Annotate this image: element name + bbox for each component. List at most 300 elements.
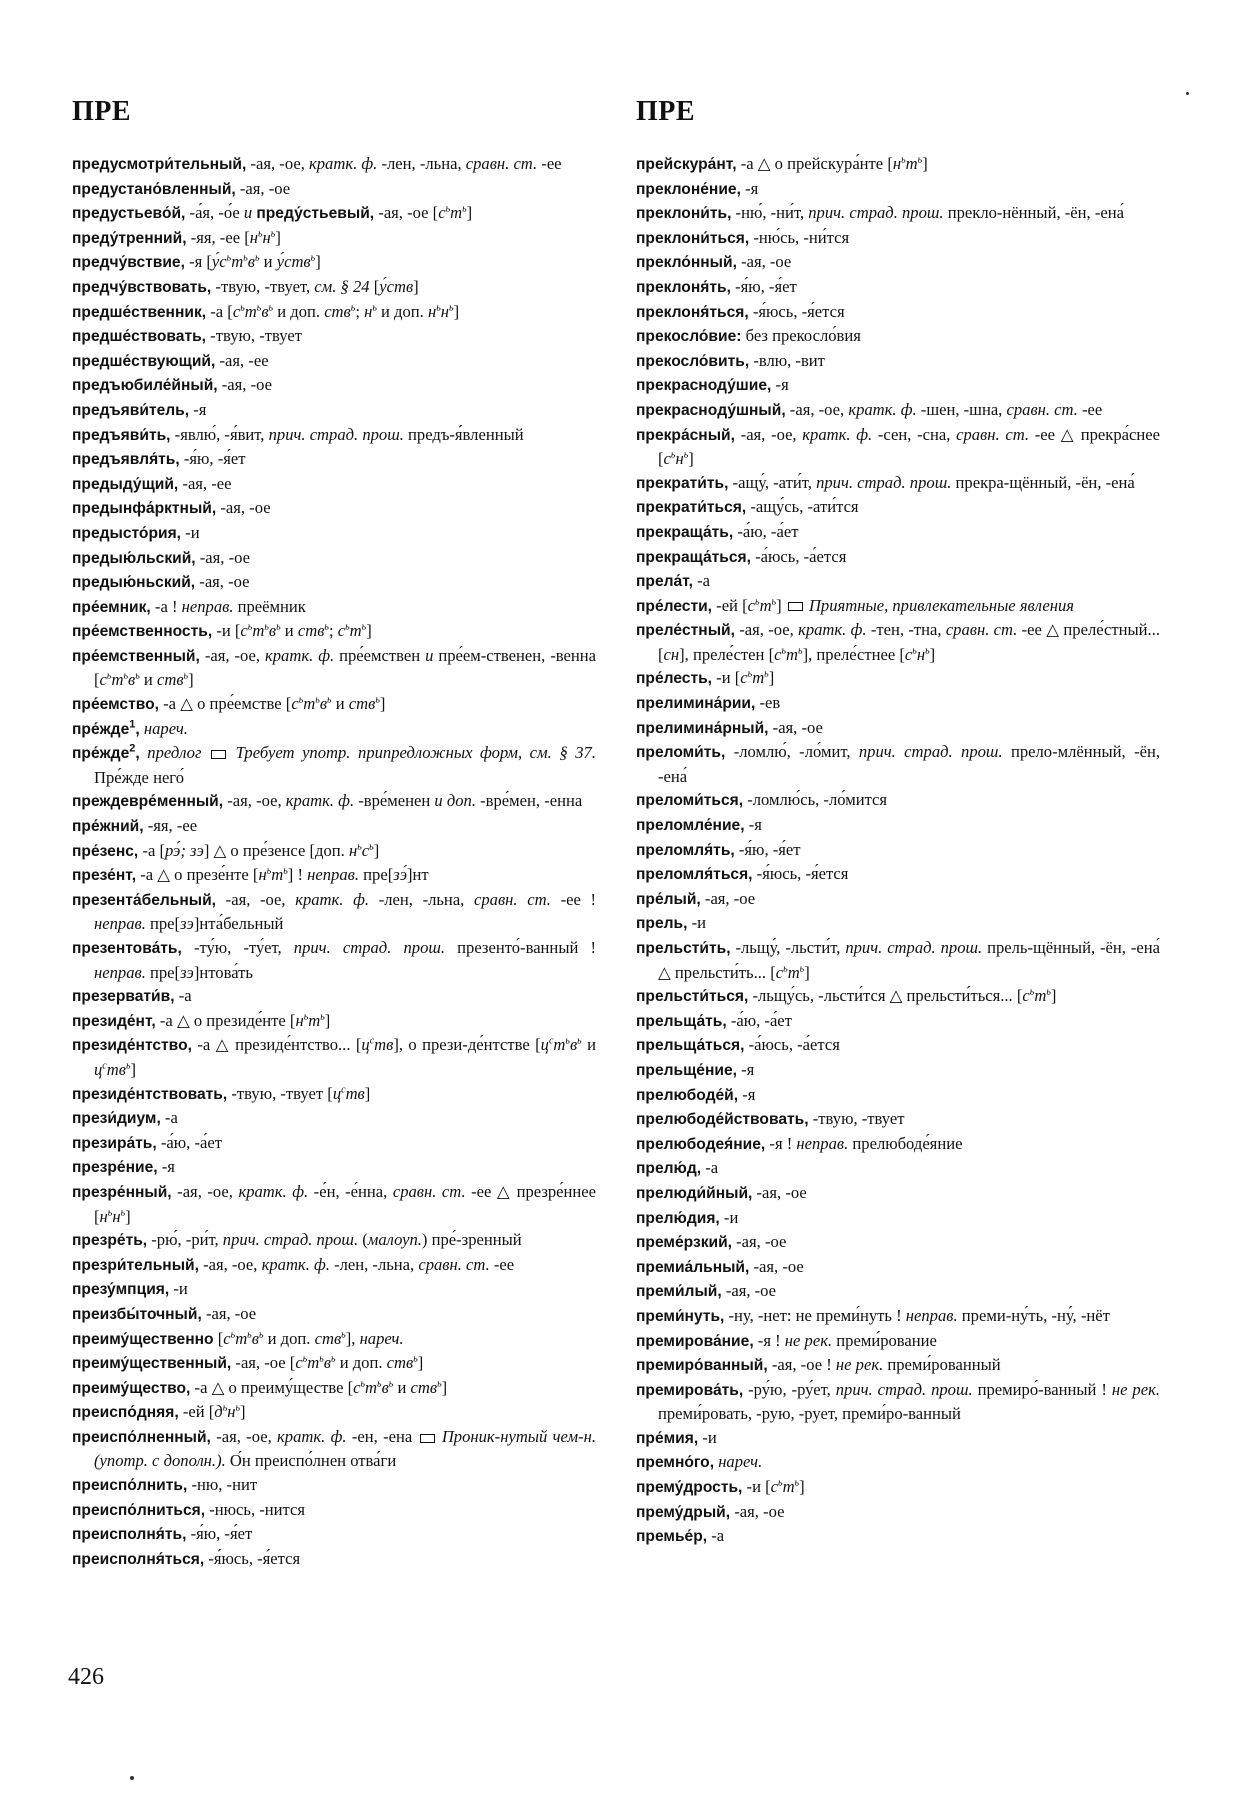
entry-text: -твую, -твует	[206, 326, 302, 346]
dictionary-entry	[72, 521, 596, 546]
entry-text: -ен, -ена	[346, 1426, 418, 1446]
headword: пре́емственный,	[72, 647, 200, 665]
headword: прекосло́вить,	[636, 352, 750, 370]
grammar-note: кратк. ф.	[261, 1254, 330, 1274]
grammar-note: с	[361, 840, 370, 860]
grammar-note: н	[364, 301, 373, 321]
grammar-note: т	[905, 154, 918, 173]
entry-text: -явлю́, -я́вит,	[170, 424, 269, 444]
grammar-note: т	[231, 252, 244, 272]
grammar-note: н	[675, 449, 684, 469]
dictionary-entry	[636, 177, 1160, 202]
entry-text: -ая, -ее	[215, 350, 269, 370]
headword: президе́нтство,	[72, 1037, 192, 1055]
entry-text: -а △ о прейскура́нте [	[736, 154, 893, 173]
dictionary-entry	[636, 1304, 1160, 1329]
grammar-note: в	[261, 301, 269, 321]
headword: преисполня́ться,	[72, 1550, 205, 1568]
headword: преиспо́лниться,	[72, 1501, 206, 1519]
headword: предчу́вствовать,	[72, 278, 212, 296]
headword: презе́нт,	[72, 867, 137, 885]
grammar-note: малоуп.	[367, 1230, 422, 1250]
phonetic-superscript: ь	[755, 596, 760, 608]
headword: ,	[135, 720, 140, 738]
grammar-note: с	[775, 962, 784, 982]
phonetic-superscript: ь	[327, 694, 332, 706]
entry-text: -ая, -ое,	[246, 154, 309, 173]
dictionary-entry	[72, 275, 596, 300]
phonetic-superscript: ь	[302, 1353, 308, 1365]
entry-text: -ая, -ое	[730, 1501, 785, 1521]
headword: прекра́сный,	[636, 426, 735, 444]
grammar-note: с	[240, 621, 248, 641]
grammar-note: в	[251, 1328, 259, 1348]
headword: преду́тренний,	[72, 229, 187, 247]
phonetic-superscript: ь	[135, 670, 140, 682]
grammar-note: прич. страд. прош.	[808, 203, 944, 223]
phonetic-superscript: ь	[123, 670, 129, 682]
grammar-note: прич. страд. прош.	[845, 938, 983, 957]
dictionary-entry	[72, 1228, 596, 1253]
entry-text: презенто́-ванный !	[445, 938, 597, 957]
dictionary-entry	[72, 888, 596, 936]
entry-text: -ая, -ое	[768, 717, 823, 737]
entry-text: -ая, -ое,	[734, 424, 803, 444]
grammar-note: с	[774, 644, 782, 664]
headword: прелюди́йный,	[636, 1184, 753, 1202]
phonetic-superscript: ь	[912, 645, 917, 657]
phonetic-superscript: ь	[683, 449, 689, 461]
entry-text: ]	[417, 1353, 424, 1373]
grammar-note: сравн. ст.	[945, 620, 1018, 640]
grammar-note: н	[892, 154, 902, 173]
dictionary-entry	[72, 1082, 596, 1107]
entry-text: прекра-щённый, -ён, -ена́	[951, 472, 1135, 492]
grammar-note: в	[381, 1377, 389, 1397]
headword: президе́нтствовать,	[72, 1085, 228, 1103]
phonetic-superscript: ь	[270, 228, 276, 240]
dictionary-entry	[72, 595, 596, 620]
grammar-note: тв	[345, 1083, 365, 1103]
entry-text: -ая, -ое	[752, 1182, 807, 1202]
homonym-number: 1	[129, 718, 136, 731]
dictionary-entry	[72, 423, 596, 448]
entry-text: -ая, -ое	[216, 498, 271, 518]
phonetic-superscript: ь	[125, 1060, 131, 1072]
dictionary-entry	[636, 1230, 1160, 1255]
headword: предынфа́рктный,	[72, 500, 217, 518]
grammar-note: Приятные, привлекательные явления	[808, 595, 1074, 615]
entry-text: -ев	[755, 693, 781, 713]
dictionary-entry	[636, 569, 1160, 594]
headword: прелюбодея́ние,	[636, 1135, 766, 1153]
headword: презре́ть,	[72, 1232, 148, 1250]
entry-text: -а	[707, 1526, 725, 1546]
entry-text: прекло-нённый, -ён, -ена́	[943, 203, 1124, 223]
grammar-note: прич. страд. прош.	[835, 1379, 973, 1399]
entry-text: ], преле́стнее [	[802, 644, 905, 664]
entry-text: -ая, -ое	[195, 547, 250, 567]
phonetic-superscript: ь	[256, 302, 262, 314]
phonetic-superscript: ь	[350, 302, 356, 314]
grammar-note: см. § 24	[314, 276, 370, 296]
phonetic-superscript: ь	[577, 1035, 582, 1047]
entry-text: ]	[688, 449, 694, 469]
phonetic-superscript: ь	[361, 621, 367, 633]
headword: прекраща́ться,	[636, 548, 751, 566]
headword: прекраснoду́шный,	[636, 401, 786, 419]
headword: преломи́ть,	[636, 744, 726, 762]
entry-text: ] △ о пре́зенсе [доп.	[203, 840, 349, 860]
grammar-note: кратк. ф.	[277, 1426, 347, 1446]
definition-box-icon	[211, 750, 226, 759]
headword: предше́ственник,	[72, 303, 207, 321]
grammar-note: с	[232, 301, 241, 321]
headword: прекрасноду́шие,	[636, 377, 772, 395]
headword: премирова́ть,	[636, 1381, 744, 1399]
dictionary-entry	[72, 250, 596, 275]
entry-text: -ей [	[178, 1402, 215, 1422]
phonetic-superscript: ь	[445, 203, 451, 215]
phonetic-superscript: ь	[254, 252, 260, 264]
entry-text: -и [	[212, 621, 241, 641]
entry-text: -влю, -вит	[749, 350, 825, 370]
headword: преиспо́дняя,	[72, 1404, 179, 1422]
phonetic-superscript: ь	[310, 252, 316, 264]
headword: предше́ствовать,	[72, 328, 207, 346]
dictionary-entry	[636, 666, 1160, 691]
grammar-note: т	[271, 865, 284, 885]
phonetic-superscript: ь	[372, 302, 377, 314]
headword: предыю́ньский,	[72, 574, 196, 592]
entry-text: -а́ю, -а́ет	[726, 1010, 792, 1030]
entry-text: -нюсь, -нится	[205, 1499, 305, 1519]
headword: премиро́ванный,	[636, 1357, 768, 1375]
headword: преломле́ние,	[636, 817, 745, 835]
headword: прейскура́нт,	[636, 156, 737, 173]
headword: презре́ние,	[72, 1159, 158, 1177]
entry-text: -рю́, -ри́т,	[147, 1230, 223, 1250]
grammar-note: неправ.	[181, 596, 234, 616]
grammar-note: т	[307, 1353, 320, 1373]
headword: преиму́щественный,	[72, 1355, 232, 1373]
entry-text: и	[139, 670, 157, 690]
dictionary-entry	[72, 1131, 596, 1156]
phonetic-superscript: ь	[264, 621, 269, 633]
entry-text: и	[393, 1377, 411, 1397]
grammar-note: у́с	[211, 252, 227, 272]
entry-text: -ая, -ое,	[785, 399, 849, 419]
entry-text: ]	[373, 840, 380, 860]
headword: прему́дрый,	[636, 1503, 731, 1521]
headword: предыду́щий,	[72, 475, 179, 493]
dictionary-entry	[72, 1253, 596, 1278]
grammar-note: т	[782, 1477, 795, 1497]
grammar-note: с	[223, 1328, 231, 1348]
entry-text: ], о прези-де́нтстве [	[393, 1035, 541, 1055]
entry-text: ]	[324, 1010, 331, 1030]
grammar-note: и	[425, 645, 434, 665]
entry-text: -а △ о пре́емстве [	[158, 694, 292, 714]
entry-text: и доп.	[376, 301, 428, 321]
entry-text: -лен, -льна,	[369, 889, 474, 909]
entry-text: -ню́, -ни́т,	[731, 203, 809, 223]
phonetic-superscript: ь	[235, 1402, 241, 1414]
dictionary-entry	[72, 1498, 596, 1523]
entry-text: преми́рованный	[883, 1355, 1001, 1375]
entry-text	[201, 743, 209, 762]
grammar-note: т	[365, 1377, 378, 1397]
headword: премирова́ние,	[636, 1332, 754, 1350]
dictionary-entry	[72, 570, 596, 595]
entry-text: -яя, -ее [	[186, 227, 250, 247]
dictionary-entry	[72, 1351, 596, 1376]
phonetic-superscript: ь	[240, 302, 245, 314]
dictionary-entry	[72, 1473, 596, 1498]
phonetic-superscript: ь	[360, 1378, 366, 1390]
entry-text: ]	[929, 644, 936, 664]
entry-text: ]	[188, 670, 194, 690]
headword: пре́жде	[72, 720, 130, 738]
phonetic-superscript: ь	[747, 668, 753, 680]
dictionary-entry	[72, 226, 596, 251]
grammar-note: т	[752, 668, 765, 688]
dictionary-entry	[636, 545, 1160, 570]
definition-box-icon	[420, 1434, 435, 1443]
dictionary-entry	[636, 1181, 1160, 1206]
headword: пре́лести,	[636, 597, 713, 615]
entry-text: ]	[275, 227, 281, 247]
headword: предчу́вствие,	[72, 254, 185, 272]
entry-text: -е́н, -е́нна,	[308, 1181, 393, 1201]
entry-text: (	[358, 1230, 368, 1250]
phonetic-superscript: ь	[303, 1011, 309, 1023]
headword: предше́ствующий,	[72, 352, 216, 370]
grammar-note: кратк. ф.	[285, 791, 355, 811]
entry-text: -шен, -шна,	[916, 399, 1007, 419]
entry-text: -ей [	[712, 595, 748, 615]
headword: премиа́льный,	[636, 1258, 750, 1276]
entry-text	[228, 743, 236, 762]
grammar-note: н	[427, 301, 437, 321]
dictionary-entry	[636, 398, 1160, 423]
dictionary-entry	[636, 936, 1160, 984]
headword: преисполня́ть,	[72, 1526, 187, 1544]
dictionary-entry	[636, 1132, 1160, 1157]
dictionary-entry	[72, 839, 596, 864]
grammar-note: ц	[332, 1083, 342, 1103]
entry-text: -яя, -ее	[143, 816, 198, 836]
grammar-note: неправ.	[796, 1133, 849, 1153]
grammar-note: и	[243, 203, 253, 223]
dictionary-entry	[636, 1083, 1160, 1108]
entry-text: -ее	[537, 154, 562, 173]
grammar-note: прич. страд. прош.	[293, 938, 446, 957]
entry-text: ]	[240, 1402, 246, 1422]
entry-text: -ая, -ое !	[767, 1355, 836, 1375]
dictionary-entry	[72, 398, 596, 423]
grammar-note: н	[249, 227, 258, 247]
dictionary-entry	[636, 1156, 1160, 1181]
grammar-note: в	[268, 621, 277, 641]
entry-text: ]	[125, 1206, 131, 1226]
dictionary-entry	[636, 813, 1160, 838]
entry-text: ]нтова́ть	[193, 962, 253, 982]
entry-text: -ее △ прекра́снее [	[658, 424, 1160, 469]
phonetic-superscript: ь	[324, 621, 329, 633]
entry-text: и доп.	[335, 1353, 387, 1373]
headword: преломи́ться,	[636, 792, 744, 810]
entry-text: -ая, -ое,	[199, 645, 265, 665]
grammar-note: н	[99, 1206, 108, 1226]
dictionary-entry	[72, 447, 596, 472]
headword: преми́лый,	[636, 1283, 722, 1301]
headword: презента́бельный,	[72, 891, 217, 909]
grammar-note: прич. страд. прош.	[222, 1230, 359, 1250]
entry-text: -и	[687, 913, 707, 933]
headword: преиму́щественно	[72, 1330, 214, 1348]
entry-text: -ая, -ое,	[223, 791, 286, 811]
headword: предъяви́тель,	[72, 401, 190, 419]
headword: пре́емник,	[72, 598, 151, 616]
grammar-note: тв	[106, 1059, 126, 1079]
headword: прелимина́рный,	[636, 719, 769, 737]
entry-text: -ая, -ое,	[171, 1181, 239, 1201]
grammar-note: с	[1022, 986, 1030, 1006]
dictionary-entry	[636, 984, 1160, 1009]
grammar-note: кратк. ф.	[802, 424, 873, 444]
entry-text: -ню́сь, -ни́тся	[749, 227, 850, 247]
grammar-note: зэ	[180, 962, 194, 982]
headword: ,	[135, 745, 140, 763]
grammar-note: н	[295, 1010, 304, 1030]
headword: прекосло́вие:	[636, 328, 742, 346]
headword: презу́мпция,	[72, 1281, 170, 1299]
headword: прельща́ться,	[636, 1037, 745, 1055]
entry-text: -я	[157, 1157, 175, 1177]
grammar-note: н	[262, 227, 271, 247]
entry-text: -ая, -ое	[195, 572, 250, 592]
dictionary-entry	[72, 692, 596, 717]
entry-text: пре[	[145, 962, 181, 982]
entry-text: пре́емствен	[334, 645, 426, 665]
phonetic-superscript: ь	[925, 645, 930, 657]
dictionary-entry	[72, 741, 596, 789]
phonetic-superscript: ь	[771, 596, 777, 608]
entry-text: -ая, -ое,	[216, 889, 296, 909]
headword: предустано́вленный,	[72, 180, 236, 198]
entry-text: -ню, -нит	[187, 1475, 258, 1495]
grammar-note: с	[291, 694, 299, 714]
entry-text: -ее	[1077, 399, 1103, 419]
dictionary-entry	[72, 472, 596, 497]
grammar-note: с	[663, 449, 671, 469]
phonetic-superscript: ь	[462, 203, 467, 215]
headword: прельсти́ться,	[636, 988, 749, 1006]
grammar-note: сн	[663, 644, 680, 664]
phonetic-superscript: ь	[283, 865, 288, 877]
grammar-note: ств	[156, 670, 184, 690]
dictionary-entry	[636, 495, 1160, 520]
grammar-note: не рек.	[784, 1330, 833, 1350]
entry-text: ;	[328, 621, 338, 641]
entry-text: ]	[804, 962, 810, 982]
entry-text: -я !	[753, 1330, 785, 1350]
entry-text: -я	[744, 815, 762, 835]
headword: преждевре́менный,	[72, 793, 224, 811]
phonetic-superscript: с	[341, 1084, 346, 1096]
dictionary-entry	[636, 1500, 1160, 1525]
dictionary-entry	[72, 1180, 596, 1228]
phonetic-superscript: ь	[799, 963, 805, 975]
entry-text: ]	[776, 595, 786, 615]
entry-text: -я́юсь, -я́ется	[204, 1548, 301, 1568]
phonetic-superscript: ь	[436, 302, 441, 314]
dictionary-column-right	[636, 152, 1160, 1549]
entry-text: -я	[189, 399, 207, 419]
headword: президе́нт,	[72, 1012, 156, 1030]
dictionary-entry	[72, 1277, 596, 1302]
entry-text: ]	[466, 203, 473, 223]
grammar-note: с	[438, 203, 446, 223]
phonetic-superscript: ь	[901, 154, 906, 166]
grammar-note: т	[244, 301, 257, 321]
phonetic-superscript: ь	[783, 963, 788, 975]
phonetic-superscript: ь	[1029, 986, 1035, 998]
grammar-note: прич. страд. прош.	[268, 424, 404, 444]
entry-text: -ащу́, -ати́т,	[728, 472, 817, 492]
dictionary-entry	[72, 1106, 596, 1131]
entry-text: -я́юсь, -я́ется	[748, 301, 845, 321]
phonetic-superscript: ь	[266, 865, 272, 877]
headword: преклоня́ть,	[636, 278, 731, 296]
headword: пре́лесть,	[636, 670, 713, 688]
entry-text: и	[259, 252, 277, 272]
phonetic-superscript: ь	[1046, 986, 1051, 998]
headword: предыю́льский,	[72, 549, 196, 567]
entry-text: -а́ю, -а́ет	[733, 521, 799, 541]
phonetic-superscript: ь	[247, 1328, 252, 1340]
phonetic-superscript: ь	[247, 621, 253, 633]
grammar-note: неправ.	[905, 1305, 958, 1325]
entry-text: -ее	[489, 1254, 515, 1274]
dictionary-entry	[636, 838, 1160, 863]
headword: преиму́щество,	[72, 1379, 191, 1397]
dictionary-entry	[636, 1378, 1160, 1426]
grammar-note: сравн. ст.	[956, 424, 1030, 444]
headword: преломля́ть,	[636, 841, 735, 859]
entry-text: -я !	[765, 1133, 797, 1153]
dictionary-entry	[636, 1450, 1160, 1475]
grammar-note: Требует употр. припредложных форм, см. § 37.	[235, 743, 596, 763]
entry-text: -ащу́сь, -ати́тся	[746, 497, 859, 517]
dictionary-entry	[72, 1376, 596, 1401]
dictionary-entry	[72, 1425, 596, 1473]
dictionary-entry	[72, 619, 596, 644]
dictionary-entry	[72, 814, 596, 839]
phonetic-superscript: ь	[778, 1477, 783, 1489]
grammar-note: т	[111, 670, 124, 690]
entry-text: -а	[160, 1108, 178, 1128]
entry-text: без прекосло́вия	[741, 326, 861, 346]
entry-text: -и	[719, 1207, 739, 1227]
grammar-note: и доп.	[434, 791, 476, 811]
phonetic-superscript: ь	[345, 621, 350, 633]
headword: преклони́ть,	[636, 205, 732, 223]
grammar-note: ц	[540, 1035, 549, 1055]
dictionary-entry	[636, 226, 1160, 251]
phonetic-superscript: ь	[268, 302, 274, 314]
